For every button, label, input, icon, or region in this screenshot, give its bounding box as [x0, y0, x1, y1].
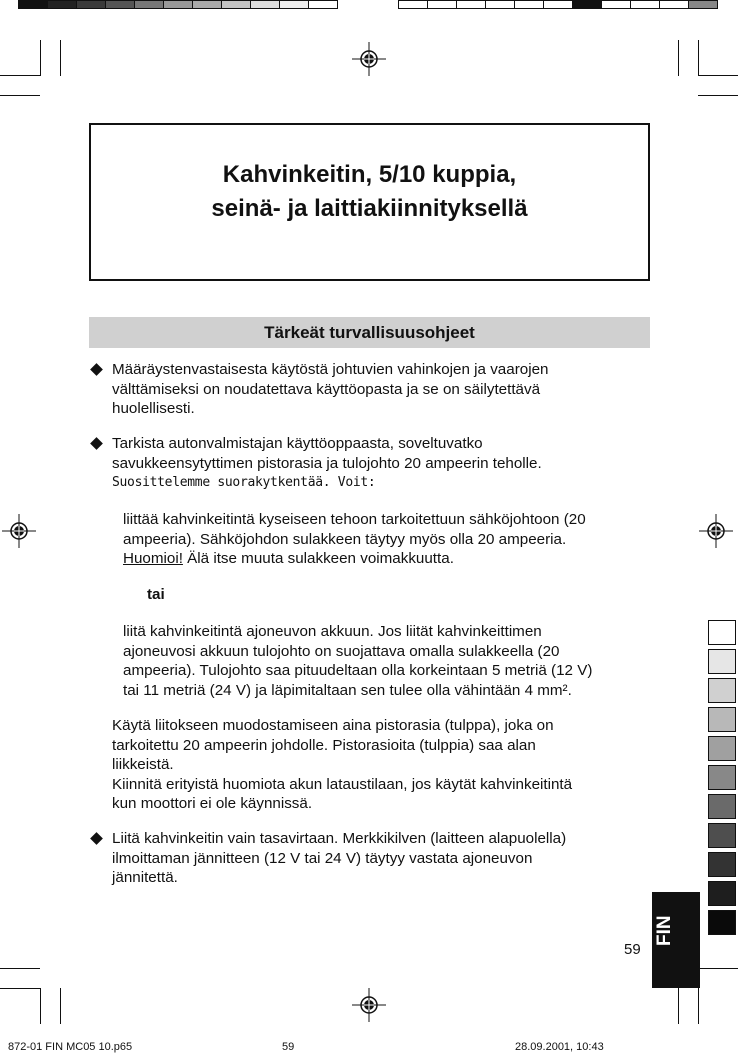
diamond-bullet-icon: [90, 363, 103, 376]
crop-mark: [0, 988, 40, 989]
diamond-bullet-icon: [90, 832, 103, 845]
crop-mark: [0, 95, 40, 96]
crop-mark: [678, 988, 679, 1024]
footer-file: 872-01 FIN MC05 10.p65: [8, 1041, 133, 1053]
title-box: [89, 123, 650, 281]
language-tab: [652, 892, 700, 988]
bullet-2-text: Tarkista autonvalmistajan käyttöoppaasta, soveltuvatko savukkeensytyttimen pistorasia ja tulojohto 20 ampeerin teholle. Suosittelemme suorakytkentää. Voit:: [112, 435, 542, 490]
crop-mark: [698, 75, 738, 76]
color-bar-left: [18, 0, 338, 9]
page-number: 59: [624, 941, 641, 958]
bullet-3-text: Liitä kahvinkeitin vain tasavirtaan. Merkkikilven (laitteen alapuolella) ilmoittaman jännitteen (12 V tai 24 V) täytyy vastata ajoneuvon jännitettä.: [112, 830, 567, 886]
or-word: tai: [147, 586, 165, 603]
crop-mark: [698, 40, 699, 76]
option-1-text: liittää kahvinkeitintä kyseiseen tehoon tarkoitettuun sähköjohtoon (20 ampeeria). Sähköjohdon sulakkeen täytyy myös olla 20 ampeeria. Huomioi! Älä itse muuta sulakkeen voimakkuutta.: [123, 511, 586, 567]
title-line-2: seinä- ja laittiakiinnityksellä: [211, 195, 528, 222]
crop-mark: [60, 40, 61, 76]
footer-page: 59: [282, 1041, 295, 1053]
section-heading: Tärkeät turvallisuusohjeet: [89, 317, 650, 348]
diamond-bullet-icon: [90, 437, 103, 450]
crop-mark: [60, 988, 61, 1024]
crop-mark: [0, 75, 40, 76]
crop-mark: [698, 95, 738, 96]
crop-mark: [40, 40, 41, 76]
crop-mark: [678, 40, 679, 76]
registration-mark-icon: [352, 42, 386, 76]
connection-paragraph: Käytä liitokseen muodostamiseen aina pistorasia (tulppa), joka on tarkoitettu 20 ampeerin johdolle. Pistorasioita (tulppia) saa alan liikkeistä. Kiinnitä erityistä huomiota akun lataustilaan, jos käytät kahvinkeitintä kun moottori ei ole käynnissä.: [112, 717, 573, 812]
crop-mark: [698, 968, 738, 969]
crop-mark: [0, 968, 40, 969]
title-line-1: Kahvinkeitin, 5/10 kuppia,: [222, 161, 517, 188]
note-label: Huomioi!: [123, 550, 183, 567]
registration-mark-icon: [2, 514, 36, 548]
language-tab-label: FIN: [654, 915, 675, 946]
crop-mark: [698, 988, 699, 1024]
registration-mark-icon: [352, 988, 386, 1022]
crop-mark: [40, 988, 41, 1024]
footer-date: 28.09.2001, 10:43: [515, 1041, 604, 1053]
color-bar-right: [398, 0, 718, 9]
bullet-1-text: Määräystenvastaisesta käytöstä johtuvien vahinkojen ja vaarojen välttämiseksi on noudatettava käyttöopasta ja se on säilytettävä huolellisesti.: [112, 361, 549, 417]
registration-mark-icon: [699, 514, 733, 548]
option-2-text: liitä kahvinkeitintä ajoneuvon akkuun. Jos liität kahvinkeittimen ajoneuvosi akkuun tulojohto on suojattava omalla sulakkeella (20 ampeeria). Tulojohto saa pituudeltaan olla korkeintaan 5 metriä (12 V) tai 11 metriä (24 V) ja läpimitaltaan sen tulee olla vähintään 4 mm².: [123, 623, 593, 699]
